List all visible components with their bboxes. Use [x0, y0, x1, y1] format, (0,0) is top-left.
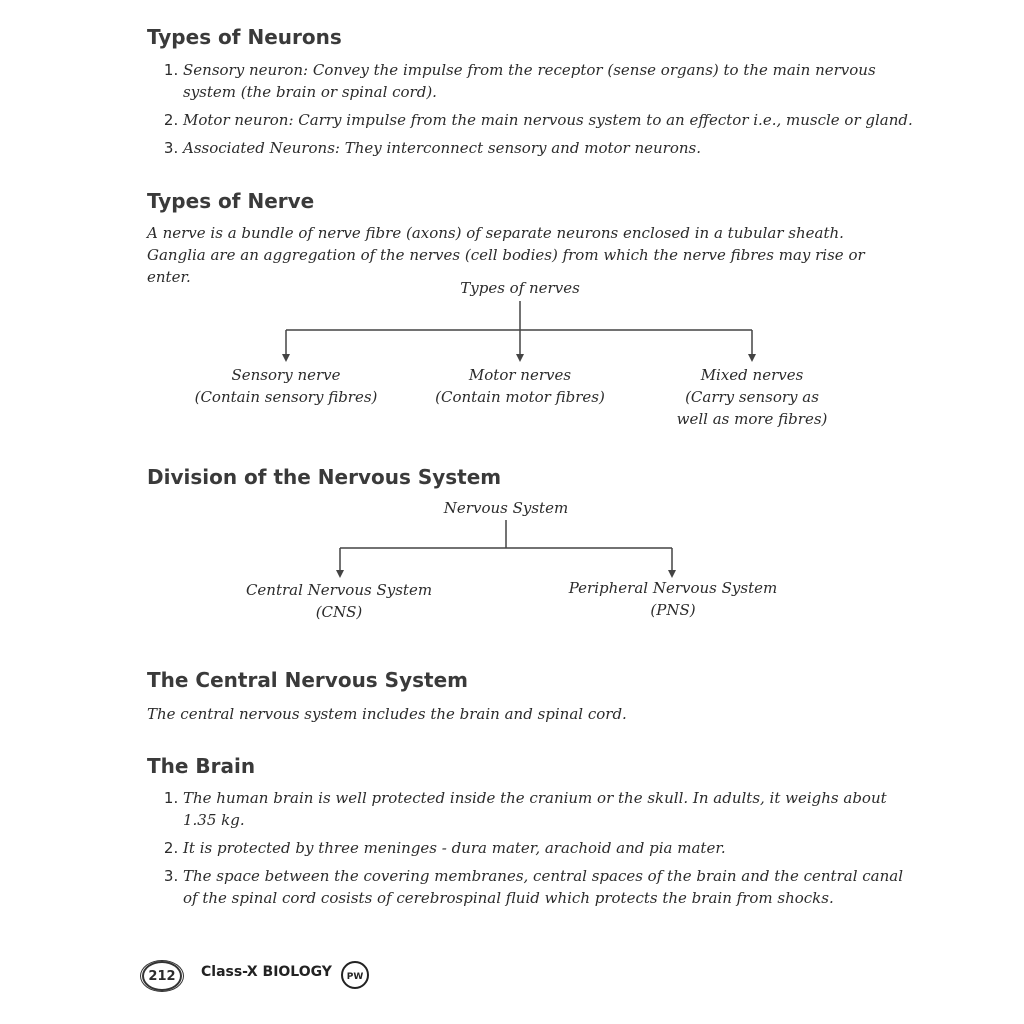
item-text: Convey the impulse from the receptor (sense organs) to the main nervous system (the brain or spinal cord).	[183, 61, 876, 101]
item-term: Sensory neuron:	[183, 61, 309, 79]
heading-central-nervous-system: The Central Nervous System	[147, 668, 468, 692]
cns-paragraph: The central nervous system includes the brain and spinal cord.	[147, 705, 627, 723]
node-sublabel: (Carry sensory as	[685, 388, 819, 406]
nerve-paragraph: A nerve is a bundle of nerve fibre (axons) of separate neurons enclosed in a tubular sheath. Ganglia are an aggregation of the nerves (cell bodies) from which the nerve fibres may rise or enter.	[147, 224, 865, 286]
brain-facts-list	[147, 787, 918, 909]
node-sublabel: (Contain motor fibres)	[435, 388, 605, 406]
node-label: Peripheral Nervous System	[568, 579, 778, 597]
node-label: Sensory nerve	[231, 366, 341, 384]
list-item: 1. The human brain is well protected inside the cranium or the skull. In adults, it weighs about 1.35 kg.	[183, 787, 918, 831]
node-label: Motor nerves	[468, 366, 572, 384]
item-text: They interconnect sensory and motor neurons.	[339, 139, 701, 157]
page-number: 212	[148, 968, 176, 984]
node-label: Mixed nerves	[700, 366, 804, 384]
heading-types-of-nerve: Types of Nerve	[147, 189, 315, 213]
footer-book-title: Class-X BIOLOGY	[201, 964, 332, 980]
list-item: 3. The space between the covering membranes, central spaces of the brain and the central canal of the spinal cord cosists of cerebrospinal fluid which protects the brain from shocks.	[183, 865, 918, 909]
list-item: 2. It is protected by three meninges - dura mater, arachoid and pia mater.	[183, 837, 918, 859]
diagram-root-types-of-nerves: Types of nerves	[460, 279, 580, 297]
item-term: Motor neuron:	[183, 111, 294, 129]
diagram-root-nervous-system: Nervous System	[443, 499, 569, 517]
node-sublabel: (PNS)	[650, 601, 696, 619]
node-sublabel: (Contain sensory fibres)	[194, 388, 378, 406]
heading-the-brain: The Brain	[147, 754, 256, 778]
node-sublabel: well as more fibres)	[676, 410, 828, 428]
heading-division-of-nervous-system: Division of the Nervous System	[147, 465, 502, 489]
page-number-badge	[142, 961, 182, 991]
node-sublabel: (CNS)	[315, 603, 363, 621]
node-label: Central Nervous System	[245, 581, 433, 599]
heading-types-of-neurons: Types of Neurons	[147, 25, 342, 49]
logo-text: PW	[346, 972, 364, 982]
publisher-logo-icon	[341, 961, 369, 989]
item-text: Carry impulse from the main nervous system to an effector i.e., muscle or gland.	[293, 111, 913, 129]
item-term: Associated Neurons:	[183, 139, 340, 157]
